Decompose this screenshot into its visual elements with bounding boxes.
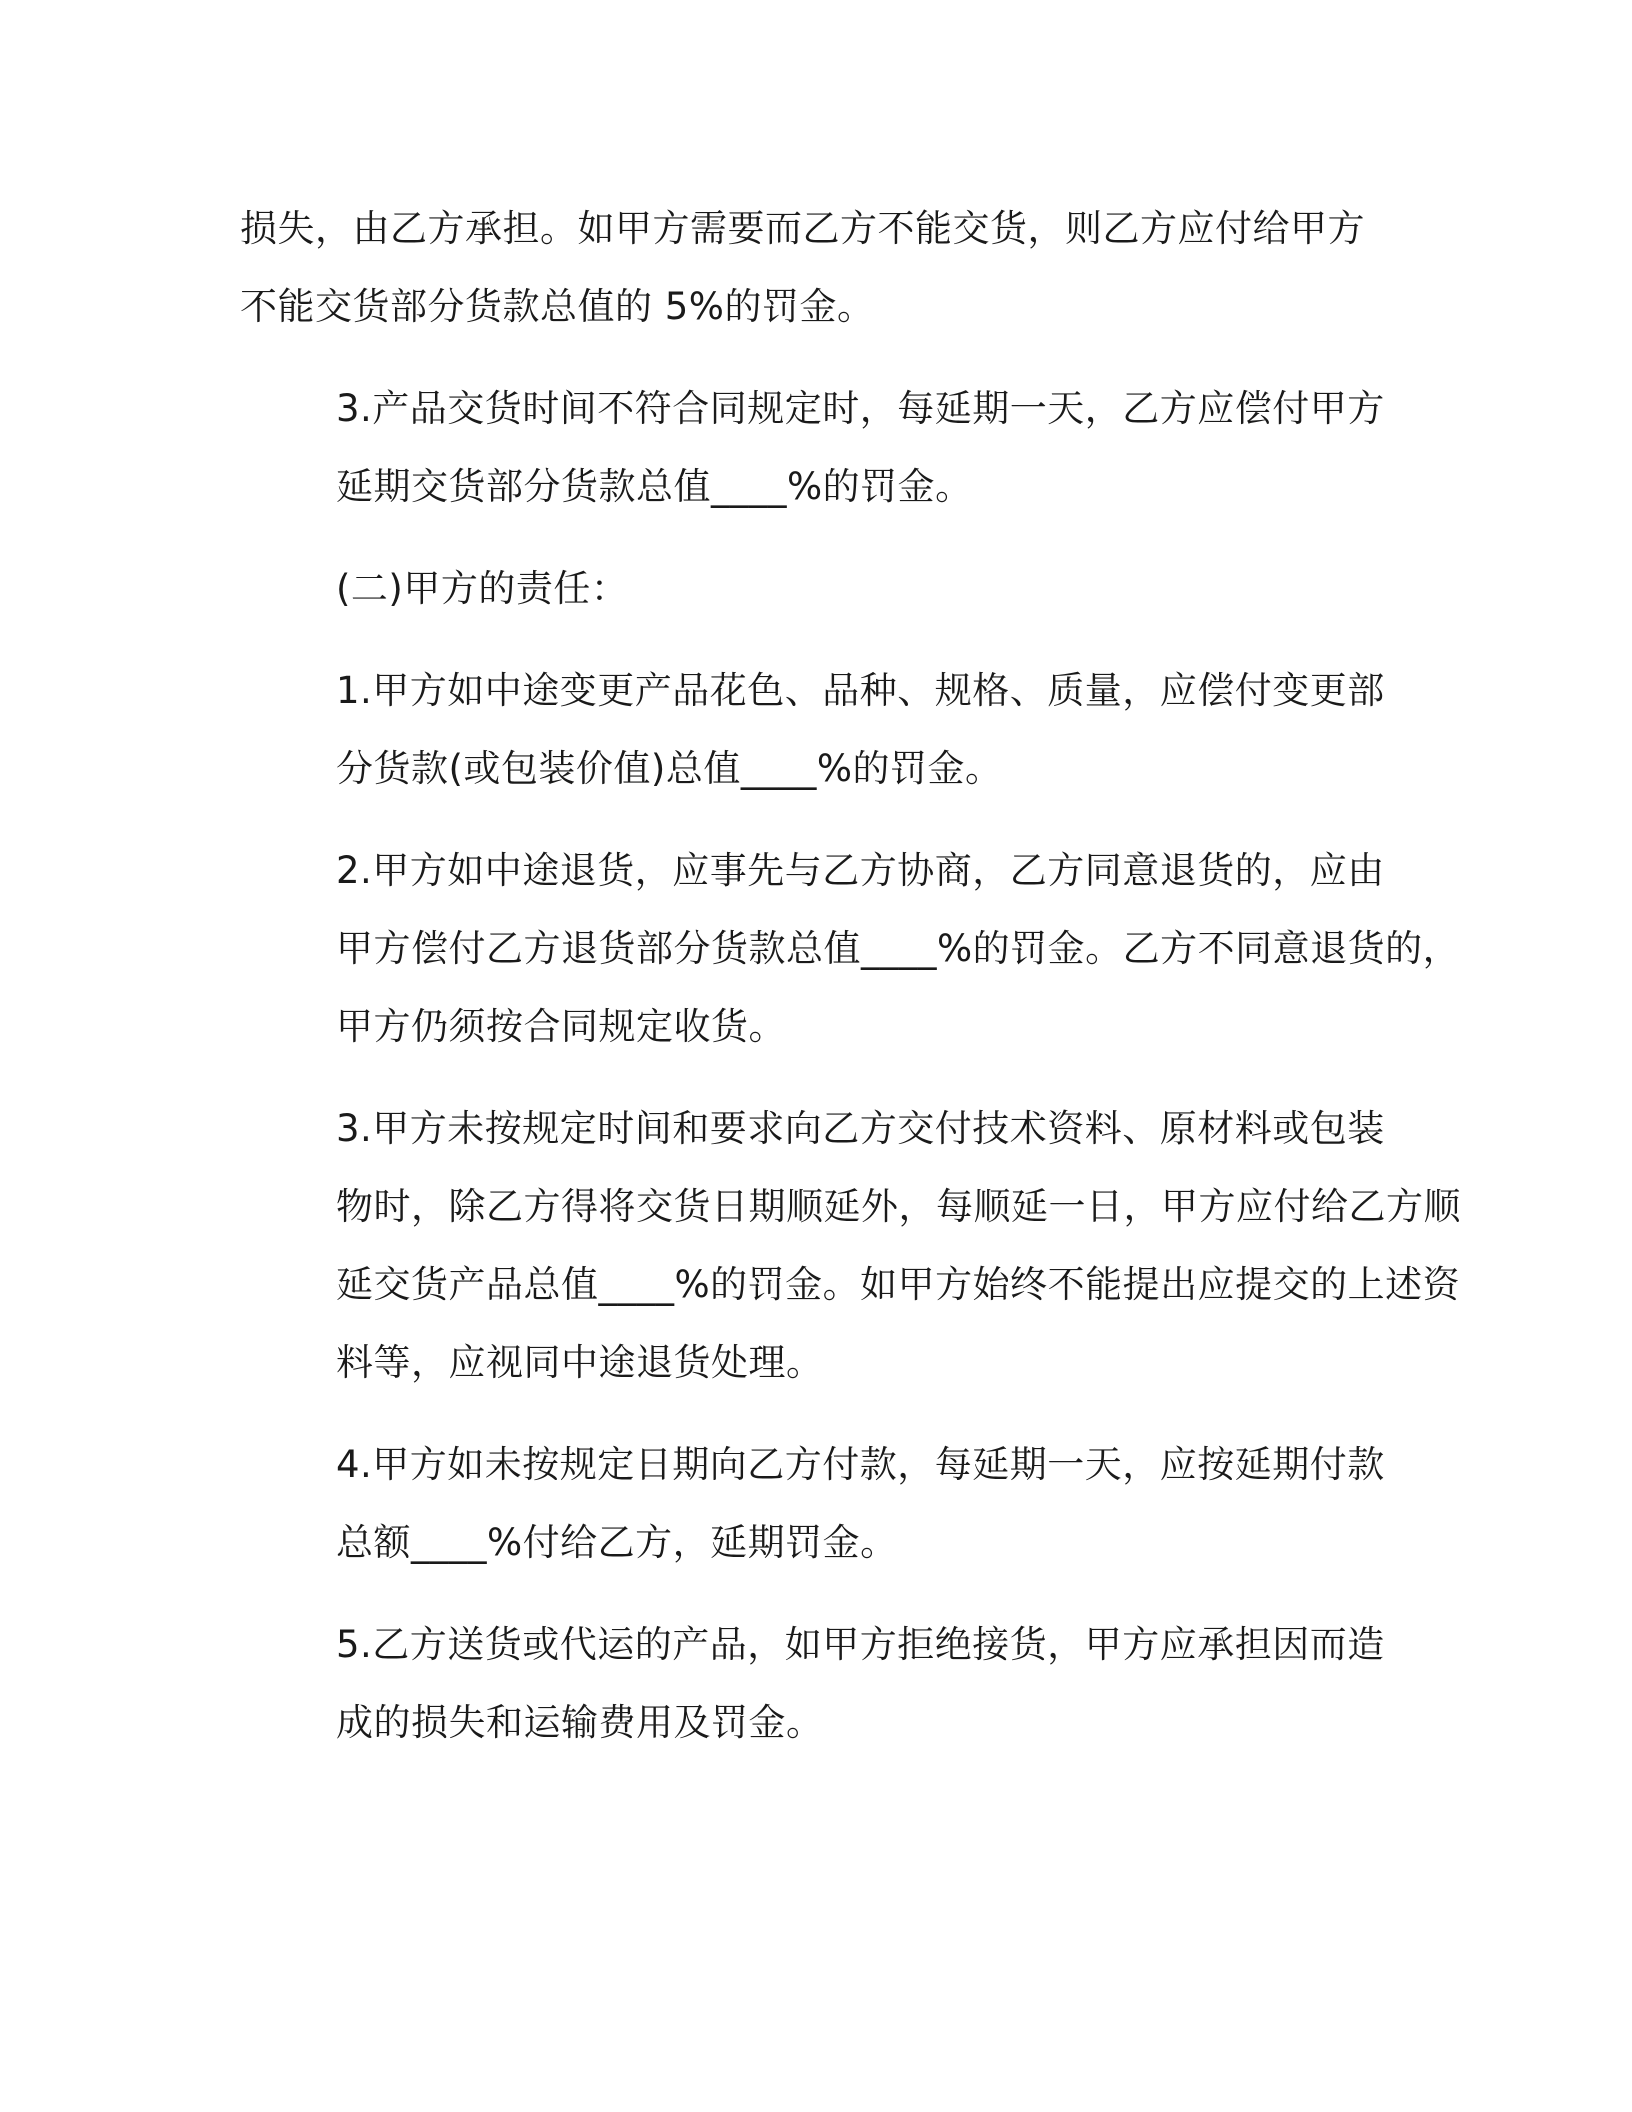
section-heading-buyer-responsibility [240,550,1380,628]
paragraph-buyer-clause-2 [240,832,1461,1066]
paragraph-line: 成的损失和运输费用及罚金。 [336,1701,824,1744]
paragraph-line: 物时，除乙方得将交货日期顺延外，每顺延一日，甲方应付给乙方顺 [336,1185,1461,1228]
paragraph-line: (二)甲方的责任： [336,567,629,610]
paragraph-line: 甲方仍须按合同规定收货。 [336,1005,786,1048]
paragraph-line: 分货款(或包装价值)总值____%的罚金。 [336,747,1003,790]
paragraph-line: 延期交货部分货款总值____%的罚金。 [336,465,973,508]
paragraph-seller-delivery-penalty [240,190,1380,346]
paragraph-line: 不能交货部分货款总值的 5%的罚金。 [240,285,875,328]
paragraph-line: 甲方偿付乙方退货部分货款总值____%的罚金。乙方不同意退货的， [336,927,1461,970]
paragraph-buyer-clause-1 [240,652,1385,808]
paragraph-line: 总额____%付给乙方，延期罚金。 [336,1521,898,1564]
paragraph-line: 2.甲方如中途退货，应事先与乙方协商，乙方同意退货的，应由 [336,849,1385,892]
paragraph-line: 1.甲方如中途变更产品花色、品种、规格、质量，应偿付变更部 [336,669,1385,712]
paragraph-line: 损失，由乙方承担。如甲方需要而乙方不能交货，则乙方应付给甲方 [240,207,1365,250]
paragraph-line: 料等，应视同中途退货处理。 [336,1341,824,1384]
paragraph-buyer-clause-4 [240,1426,1385,1582]
paragraph-line: 4.甲方如未按规定日期向乙方付款，每延期一天，应按延期付款 [336,1443,1385,1486]
paragraph-line: 3.产品交货时间不符合同规定时，每延期一天，乙方应偿付甲方 [336,387,1385,430]
paragraph-clause-3-late-delivery [240,370,1385,526]
paragraph-buyer-clause-5 [240,1606,1385,1762]
paragraph-buyer-clause-3 [240,1090,1461,1402]
paragraph-line: 3.甲方未按规定时间和要求向乙方交付技术资料、原材料或包装 [336,1107,1385,1150]
paragraph-line: 5.乙方送货或代运的产品，如甲方拒绝接货，甲方应承担因而造 [336,1623,1385,1666]
document-body [240,190,1461,1786]
paragraph-line: 延交货产品总值____%的罚金。如甲方始终不能提出应提交的上述资 [336,1263,1461,1306]
